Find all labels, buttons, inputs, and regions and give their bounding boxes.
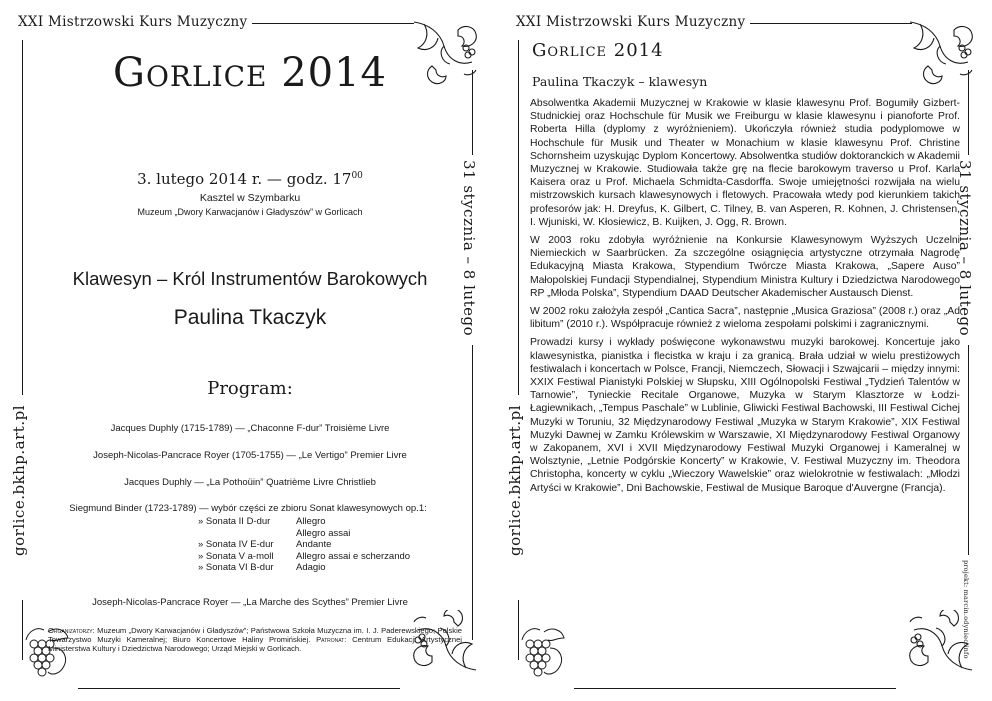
right-rule-top bbox=[472, 70, 473, 155]
sonata-tempo: Allegro bbox=[296, 516, 326, 527]
side-dates: 31 stycznia – 8 lutego bbox=[956, 160, 974, 337]
grapes-ornament bbox=[514, 622, 574, 682]
sonata-row bbox=[198, 551, 410, 563]
left-rule-top bbox=[22, 40, 23, 395]
bio-paragraph: Absolwentka Akademii Muzycznej w Krakowie w klasie klawesynu Prof. Bogumiły Gizbert-Studnickiej oraz Hochschule für Musik we Freiburgu w klasie klawesynu i pianoforte Prof. Roberta Hilla (dyplomy z wyróżnieniem). Ukończyła również studia podyplomowe w Hochschule für Musik und Theater w Monachium w klasie klawesynu Prof. Christine Schornsheim uzyskując Dyplom Koncertowy. Absolwentka studiów doktoranckich w Akademii Muzycznej w Krakowie. Studiowała także grę na flecie barokowym traverso u Prof. Karla Kaisera oraz u Prof. Michaela Schmidta-Casdorffa. Swoje umiejętności rozwijała na wielu mistrzowskich kursach klawesynowych i fletowych. Pracowała wtedy pod kierunkiem takich profesorów jak: H. Dreyfus, K. Gilbert, C. Tilney, B. van Asperen, R. Kohnen, J. Christensen, I. Wjuniski, W. Kłosiewicz, B. Kuijken, J. Ogg, R. Brown. bbox=[530, 98, 960, 228]
sonata-name: » Sonata II D-dur bbox=[198, 516, 271, 527]
program-item: Siegmund Binder (1723-1789) — wybór części ze zbioru Sonat klawesynowych op.1: bbox=[69, 503, 427, 514]
sonata-name: » Sonata VI B-dur bbox=[198, 562, 274, 573]
program-item: Jacques Duphly (1715-1789) — „Chaconne F-dur” Troisième Livre bbox=[110, 423, 390, 434]
page-title: Gorlice 2014 bbox=[532, 40, 664, 61]
date-sup: 00 bbox=[351, 171, 363, 181]
festival-header: XXI Mistrzowski Kurs Muzyczny bbox=[516, 14, 746, 30]
sonata-list bbox=[198, 516, 410, 574]
sonata-row bbox=[198, 528, 410, 540]
sonata-name: » Sonata V a-moll bbox=[198, 550, 274, 562]
organizers-label: Organizatorzy: bbox=[48, 626, 95, 635]
sonata-tempo: Andante bbox=[296, 539, 332, 550]
bottom-rule bbox=[78, 688, 400, 689]
date-text: 3. lutego 2014 r. — godz. 17 bbox=[137, 170, 352, 188]
biography bbox=[530, 97, 960, 500]
final-program-item: Joseph-Nicolas-Pancrace Royer — „La Marche des Scythes” Premier Livre bbox=[92, 597, 408, 608]
organizers-text: Muzeum „Dwory Karwacjanów i Gładyszów”; Państwowa Szkoła Muzyczna im. I. J. Paderewskiego; Polskie Towarzystwo Muzyki Kameralnej; Biuro Koncertowe Haliny Promińskiej. bbox=[48, 626, 462, 645]
left-rule-top bbox=[518, 40, 519, 395]
sonata-tempo: Allegro assai bbox=[296, 527, 351, 539]
top-rule bbox=[750, 23, 912, 24]
bottom-vine-ornament bbox=[896, 610, 976, 680]
bottom-rule bbox=[574, 688, 896, 689]
right-rule-top bbox=[968, 70, 969, 155]
bio-subtitle: Paulina Tkaczyk – klawesyn bbox=[532, 74, 708, 89]
sonata-row bbox=[198, 516, 410, 528]
bio-paragraph: Prowadzi kursy i wykłady poświęcone wykonawstwu muzyki barokowej. Koncertuje jako klawesynistka, pianistka i flecistka w kraju i za granicą. Brała udział w wielu prestiżowych festiwalach i koncertach w Polsce, Francji, Niemczech, Słowacji i Szwajcarii – między innymi: XXIX Festiwal Pianistyki Polskiej w Słupsku, XIII Ogólnopolski Festiwal „Tydzień Talentów w Tarnowie”, Tynieckie Recitale Organowe, Muzyka w Starym Klasztorze w Łodzi-Łagiewnikach, „Tempus Paschale” w Lublinie, Gliwicki Festiwal Bachowski, III Festiwal Cichej Muzyki w Toruniu, 32 Międzynarodowy Festiwal „Muzyka w Starym Krakowie”, XIX Festiwal Muzyki Dawnej w Zamku Królewskim w Warszawie, XI Międzynarodowy Festiwal Organowy w Zakopanem, XVI i XVII Międzynarodowy Festiwal Muzyki Organowej i Kameralnej w Wolsztynie, „Letnie Podgórskie Koncerty” w Krakowie, V. Festiwal Muzyczny im. Theodora Christopha, koncerty w cyklu „Wieczory Wawelskie” oraz wielokrotnie w festiwalach: „Młodzi Artyści w Krakowie”, Dni Bachowskie, Festiwal de Musique Baroque d'Auvergne (Francja). bbox=[530, 337, 960, 494]
bio-paragraph: W 2003 roku zdobyła wyróżnienie na Konkursie Klawesynowym Wyższych Uczelni Niemieckich w Saarbrücken. Za szczególne osiągnięcia artystyczne otrzymała Nagrodę Edukacyjną Miasta Krakowa, Stypendium Twórcze Miasta Krakowa, „Sapere Auso” Małopolskiej Fundacji Stypendialnej, Stypendium Ministra Kultury i Dziedzictwa Narodowego RP „Młoda Polska”, Stypendium DAAD Deutscher Akademischer Austausch Dienst. bbox=[530, 235, 960, 299]
concert-title: Klawesyn – Król Instrumentów Barokowych bbox=[72, 268, 428, 289]
sonata-name bbox=[198, 528, 296, 540]
right-rule-bottom bbox=[968, 345, 969, 555]
sonata-tempo: Adagio bbox=[296, 562, 326, 573]
museum: Muzeum „Dwory Karwacjanów i Gładyszów” w Gorlicach bbox=[137, 207, 363, 217]
sonata-tempo: Allegro assai e scherzando bbox=[296, 550, 411, 562]
performer-name: Paulina Tkaczyk bbox=[173, 306, 327, 329]
top-rule bbox=[252, 23, 414, 24]
side-website: gorlice.bkhp.art.pl bbox=[10, 405, 28, 556]
side-dates: 31 stycznia – 8 lutego bbox=[460, 160, 478, 337]
patronage-label: Patronat: bbox=[316, 635, 347, 645]
sonata-row bbox=[198, 562, 410, 574]
bio-paragraph: W 2002 roku założyła zespół „Cantica Sacra”, następnie „Musica Graziosa” (2008 r.) oraz „Ad libitum” (2010 r.). Współpracuje również z wieloma zespołami polskimi i zagranicznymi. bbox=[530, 306, 960, 331]
organizers bbox=[48, 626, 462, 654]
page-title: Gorlice 2014 bbox=[112, 50, 388, 96]
corner-vine-ornament bbox=[906, 8, 986, 88]
right-rule-bottom bbox=[472, 345, 473, 640]
sonata-row bbox=[198, 539, 410, 551]
designer-credit: projekt: marcin.odyniec.info bbox=[962, 560, 970, 659]
patronage-text: Centrum Edukacji Artystycznej Ministerstwa Kultury i Dziedzictwa Narodowego; Urząd Miejski w Gorlicach. bbox=[48, 635, 462, 654]
program-item: Jacques Duphly — „La Pothoüin” Quatrième Livre Christlieb bbox=[124, 477, 376, 488]
program-heading: Program: bbox=[207, 378, 293, 399]
concert-date bbox=[40, 170, 460, 188]
venue: Kasztel w Szymbarku bbox=[199, 192, 301, 204]
festival-header: XXI Mistrzowski Kurs Muzyczny bbox=[18, 14, 248, 30]
program-item: Joseph-Nicolas-Pancrace Royer (1705-1755) — „Le Vertigo” Premier Livre bbox=[93, 450, 407, 461]
side-website: gorlice.bkhp.art.pl bbox=[506, 405, 524, 556]
right-page bbox=[496, 0, 992, 701]
sonata-name: » Sonata IV E-dur bbox=[198, 539, 274, 550]
